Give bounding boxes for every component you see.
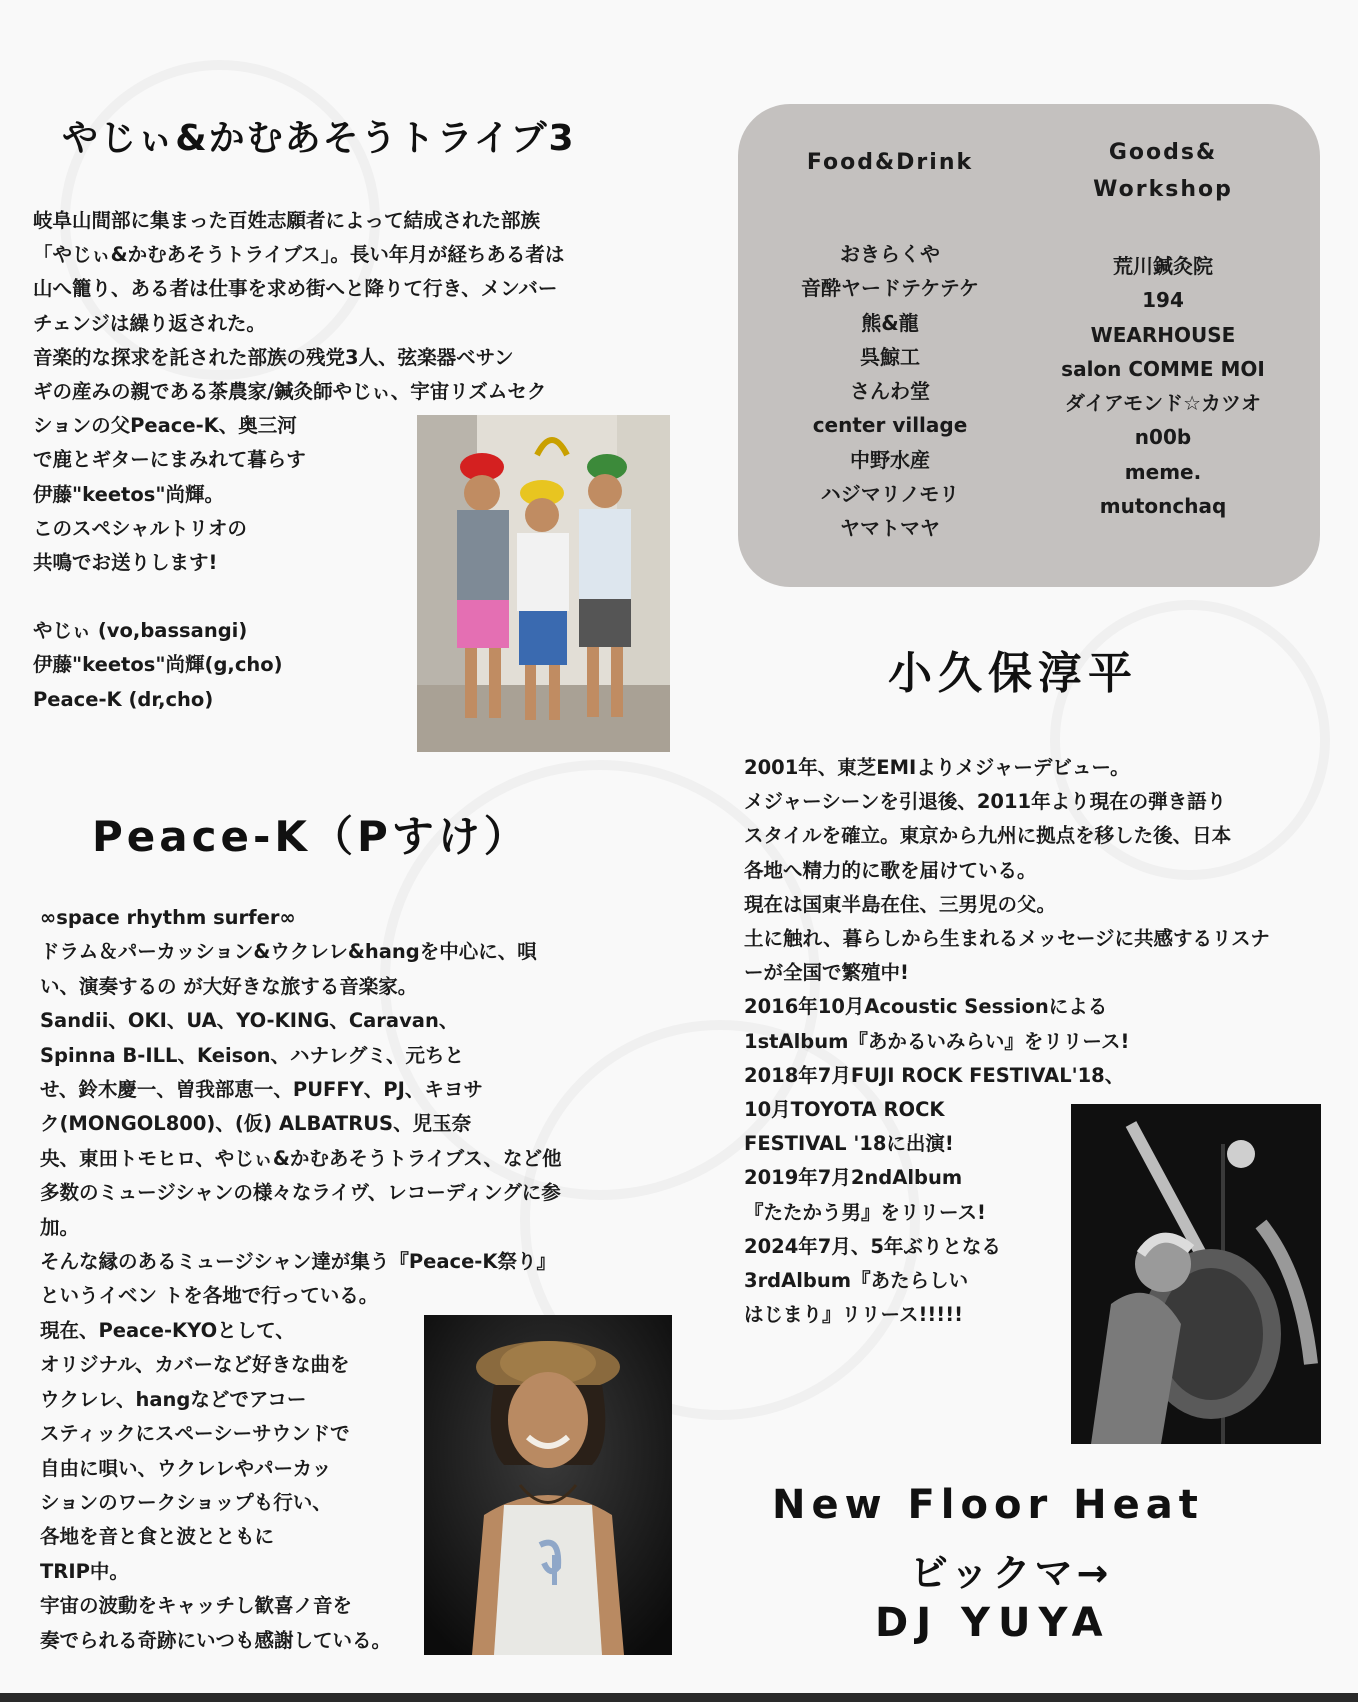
text-line: 3rdAlbum『あたらしい	[744, 1269, 969, 1293]
text-line: ドラム＆パーカッション&ウクレレ&hangを中心に、唄	[40, 940, 537, 964]
kubo-photo	[1071, 1104, 1321, 1444]
text-line: スティックにスペーシーサウンドで	[40, 1422, 350, 1446]
vendor-item: WEARHOUSE	[1090, 322, 1236, 347]
vendor-item: さんわ堂	[850, 379, 930, 404]
member-line: 伊藤"keetos"尚輝(g,cho)	[33, 653, 283, 677]
text-line: 自由に唄い、ウクレレやパーカッ	[40, 1456, 332, 1480]
text-line: 「やじぃ&かむあそうトライブス」。長い年月が経ちある者は	[33, 243, 565, 267]
vendor-item: mutonchaq	[1099, 494, 1227, 519]
text-line: 土に触れ、暮らしから生まれるメッセージに共感するリスナ	[744, 927, 1270, 951]
member-line: やじぃ (vo,bassangi)	[33, 619, 248, 643]
text-line: 多数のミュージシャンの様々なライヴ、レコーディングに参	[40, 1181, 561, 1205]
text-line: 現在は国東半島在住、三男児の父。	[744, 892, 1057, 916]
text-line: というイベン トを各地で行っている。	[40, 1284, 379, 1308]
text-line: 奏でられる奇跡にいつも感謝している。	[40, 1628, 392, 1652]
peacek-photo	[424, 1315, 672, 1655]
text-line: 宇宙の波動をキャッチし歓喜ノ音を	[40, 1594, 353, 1618]
bottom-border	[0, 1693, 1358, 1702]
dj-line-new-floor-heat: New Floor Heat	[772, 1482, 1204, 1528]
trio-photo-illustration	[417, 415, 670, 752]
text-line: ションのワークショップも行い、	[40, 1490, 332, 1514]
text-line: い、演奏するの が大好きな旅する音楽家。	[40, 974, 418, 998]
text-line: せ、鈴木慶一、曽我部恵一、PUFFY、PJ、キヨサ	[40, 1078, 483, 1102]
yajii-title: やじぃ&かむあそうトライブ3	[62, 118, 576, 159]
vendor-item: 音酔ヤードテケテケ	[801, 276, 979, 301]
vendor-item: 熊&龍	[861, 310, 919, 335]
text-line: で鹿とギターにまみれて暮らす	[33, 448, 306, 472]
vendor-item: center village	[812, 413, 968, 438]
text-line: 伊藤"keetos"尚輝。	[33, 482, 225, 506]
text-line: 加。	[40, 1215, 80, 1239]
text-line: ウクレレ、hangなどでアコー	[40, 1387, 307, 1411]
workshop-heading-line: Workshop	[1093, 177, 1233, 202]
vendor-item: n00b	[1134, 425, 1192, 450]
text-line: ーが全国で繁殖中!	[744, 961, 909, 985]
vendor-item: 呉鯨工	[860, 344, 920, 369]
text-line: スタイルを確立。東京から九州に拠点を移した後、日本	[744, 824, 1232, 848]
text-line: 音楽的な探求を託された部族の残党3人、弦楽器ベサン	[33, 345, 514, 369]
text-line: 『たたかう男』をリリース!	[744, 1200, 986, 1224]
text-line: そんな縁のあるミュージシャン達が集う『Peace-K祭り』	[40, 1250, 557, 1274]
text-line: 各地へ精力的に歌を届けている。	[744, 858, 1037, 882]
text-line: 2016年10月Acoustic Sessionによる	[744, 995, 1108, 1019]
text-line: 10月TOYOTA ROCK	[744, 1098, 945, 1122]
text-line: Sandii、OKI、UA、YO-KING、Caravan、	[40, 1009, 459, 1033]
vendor-item: salon COMME MOI	[1061, 356, 1265, 381]
text-line: 各地を音と食と波とともに	[40, 1525, 275, 1549]
vendor-item: ハジマリノモリ	[820, 482, 960, 507]
trio-photo	[417, 415, 670, 752]
vendor-item: 荒川鍼灸院	[1113, 254, 1213, 278]
vendor-item: ヤマトマヤ	[840, 516, 940, 541]
vendor-panel	[738, 104, 1320, 587]
text-line: 現在、Peace-KYOとして、	[40, 1318, 295, 1342]
text-line: ギの産みの親である茶農家/鍼灸師やじぃ、宇宙リズムセク	[33, 380, 547, 404]
food-drink-list	[770, 237, 1010, 546]
kubo-title: 小久保淳平	[888, 648, 1138, 699]
text-line: ションの父Peace-K、奥三河	[33, 414, 297, 438]
text-line: TRIP中。	[40, 1559, 129, 1583]
vendor-item: ダイアモンド☆カツオ	[1064, 391, 1262, 416]
text-line: 2018年7月FUJI ROCK FESTIVAL'18、	[744, 1063, 1125, 1087]
text-line: FESTIVAL '18に出演!	[744, 1132, 954, 1156]
text-line: 共鳴でお送りします!	[33, 551, 218, 575]
vendor-item: おきらくや	[840, 242, 940, 266]
text-line: オリジナル、カバーなど好きな曲を	[40, 1353, 350, 1377]
peacek-photo-illustration	[424, 1315, 672, 1655]
food-drink-heading: Food&Drink	[806, 150, 974, 175]
goods-heading-line: Goods&	[1108, 140, 1218, 165]
text-line: チェンジは繰り返された。	[33, 311, 266, 335]
text-line: 山へ籠り、ある者は仕事を求め街へと降りて行き、メンバー	[33, 277, 558, 301]
text-line: このスペシャルトリオの	[33, 516, 247, 540]
text-line: Spinna B-ILL、Keison、ハナレグミ、元ちと	[40, 1043, 464, 1067]
vendor-item: 194	[1142, 288, 1184, 313]
text-line: はじまり』リリース!!!!!	[744, 1303, 963, 1327]
dj-line-yuya: DJ YUYA	[875, 1600, 1111, 1646]
text-line: 岐阜山間部に集まった百姓志願者によって結成された部族	[33, 209, 541, 232]
vendor-item: 中野水産	[850, 447, 930, 472]
text-line: 2024年7月、5年ぶりとなる	[744, 1234, 1001, 1258]
text-line: メジャーシーンを引退後、2011年より現在の弾き語り	[744, 790, 1227, 814]
peacek-title: Peace-K（Pすけ）	[92, 812, 530, 861]
text-line: ∞space rhythm surfer∞	[40, 906, 296, 929]
text-line: 央、東田トモヒロ、やじぃ&かむあそうトライブス、など他	[40, 1146, 562, 1170]
member-line: Peace-K (dr,cho)	[33, 687, 214, 711]
dj-line-bikkuma: ビックマ→	[910, 1551, 1113, 1595]
goods-workshop-heading	[1028, 134, 1298, 208]
text-line: 2019年7月2ndAlbum	[744, 1166, 963, 1190]
text-line: 2001年、東芝EMIよりメジャーデビュー。	[744, 756, 1130, 779]
text-line: 1stAlbum『あかるいみらい』をリリース!	[744, 1029, 1130, 1053]
kubo-photo-illustration	[1071, 1104, 1321, 1444]
vendor-item: meme.	[1124, 459, 1202, 484]
goods-workshop-list	[1028, 249, 1298, 523]
text-line: ク(MONGOL800)、(仮) ALBATRUS、児玉奈	[40, 1112, 472, 1136]
